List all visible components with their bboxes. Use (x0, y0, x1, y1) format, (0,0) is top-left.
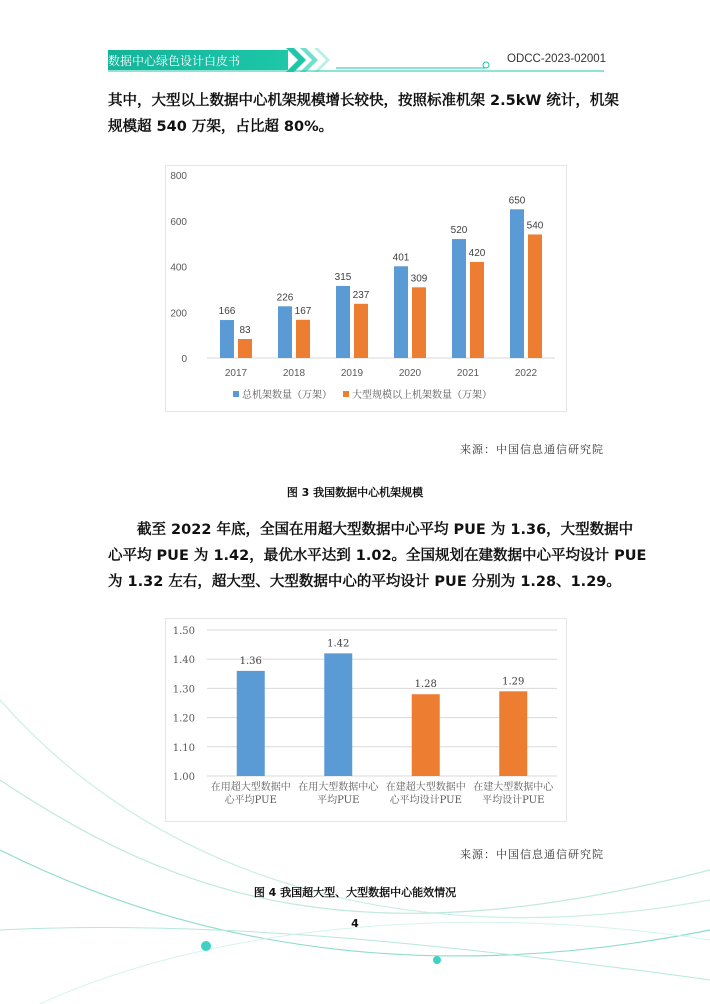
figure4-caption: 图 4 我国超大型、大型数据中心能效情况 (253, 886, 457, 899)
bar (412, 287, 426, 358)
bar (296, 320, 310, 358)
data-label: 237 (352, 289, 370, 301)
x-tick-label: 2021 (456, 368, 480, 379)
y-tick-label: 1.10 (172, 742, 195, 754)
bar (394, 266, 408, 358)
legend-swatch (233, 391, 239, 397)
data-label: 166 (218, 306, 236, 318)
bar (510, 209, 524, 358)
y-tick-label: 1.00 (172, 772, 195, 783)
bar (237, 671, 265, 776)
data-label: 1.42 (327, 638, 350, 650)
x-tick-label: 在用大型数据中心 (298, 782, 379, 793)
document-code: ODCC-2023-02001 (507, 53, 607, 65)
x-tick-label: 在建大型数据中心 (473, 782, 554, 793)
figure3-chart (165, 165, 565, 410)
decor-curve (40, 922, 710, 1004)
legend-swatch (343, 391, 349, 397)
decor-curve (0, 927, 710, 980)
y-tick-label: 0 (181, 354, 187, 365)
data-label: 540 (526, 220, 544, 232)
x-tick-label: 2017 (224, 368, 248, 379)
paragraph-line: 截至 2022 年底，全国在用超大型数据中心平均 PUE 为 1.36，大型数据中 (137, 522, 634, 538)
paragraph (108, 517, 647, 595)
bar (336, 286, 350, 358)
y-tick-label: 800 (170, 171, 187, 182)
x-tick-label: 2020 (398, 368, 422, 379)
data-label: 1.29 (502, 676, 525, 688)
figure4-source: 来源：中国信息通信研究院 (460, 848, 604, 861)
y-tick-label: 200 (170, 308, 187, 320)
bar (278, 306, 292, 358)
x-tick-label: 2019 (340, 368, 364, 379)
figure3-caption: 图 3 我国数据中心机架规模 (286, 486, 424, 499)
bar (452, 239, 466, 358)
decor-dot (201, 941, 211, 951)
data-label: 420 (468, 247, 486, 259)
data-label: 83 (239, 325, 251, 337)
x-tick-label: 在建超大型数据中 (385, 782, 466, 793)
bar (354, 304, 368, 358)
decor-dot (433, 956, 441, 964)
paragraph-line: 心平均 PUE 为 1.42，最优水平达到 1.02。全国规划在建数据中心平均设计 PUE (108, 548, 647, 564)
bar (499, 691, 527, 776)
y-tick-label: 1.20 (172, 713, 195, 725)
bar (470, 262, 484, 358)
data-label: 315 (334, 271, 352, 283)
x-tick-label: 2022 (514, 368, 538, 379)
data-label: 226 (276, 292, 294, 304)
paragraph-line: 规模超 540 万架，占比超 80%。 (108, 119, 334, 135)
y-tick-label: 400 (170, 262, 187, 274)
legend-label: 总机架数量（万架） (242, 390, 332, 401)
y-tick-label: 600 (170, 216, 187, 228)
data-label: 520 (450, 225, 468, 237)
y-tick-label: 1.30 (172, 684, 195, 696)
paragraph (108, 88, 619, 140)
x-tick-label: 平均PUE (317, 795, 360, 806)
bar (220, 320, 234, 358)
bar (528, 234, 542, 358)
data-label: 401 (392, 252, 410, 264)
header-title: 数据中心绿色设计白皮书 (108, 54, 241, 68)
bar (238, 339, 252, 358)
bar (412, 694, 440, 776)
x-tick-label: 2018 (282, 368, 306, 379)
x-tick-label: 平均设计PUE (482, 795, 545, 806)
x-tick-label: 心平均设计PUE (389, 795, 462, 806)
data-label: 167 (294, 305, 312, 317)
y-tick-label: 1.40 (172, 655, 195, 667)
data-label: 1.28 (414, 679, 437, 691)
figure4-chart (165, 618, 565, 820)
data-label: 650 (508, 195, 526, 207)
y-tick-label: 1.50 (172, 626, 195, 637)
data-label: 1.36 (239, 655, 262, 667)
x-tick-label: 心平均PUE (224, 795, 277, 806)
paragraph-line: 其中，大型以上数据中心机架规模增长较快，按照标准机架 2.5kW 统计，机架 (108, 93, 619, 109)
x-tick-label: 在用超大型数据中 (210, 782, 291, 793)
bar (324, 653, 352, 776)
decor-curve (0, 850, 710, 956)
legend-label: 大型规模以上机架数量（万架） (352, 390, 492, 401)
page-number: 4 (351, 917, 359, 930)
paragraph-line: 为 1.32 左右，超大型、大型数据中心的平均设计 PUE 分别为 1.28、1.29。 (108, 574, 621, 590)
data-label: 309 (410, 273, 428, 285)
figure3-source: 来源：中国信息通信研究院 (460, 443, 604, 456)
